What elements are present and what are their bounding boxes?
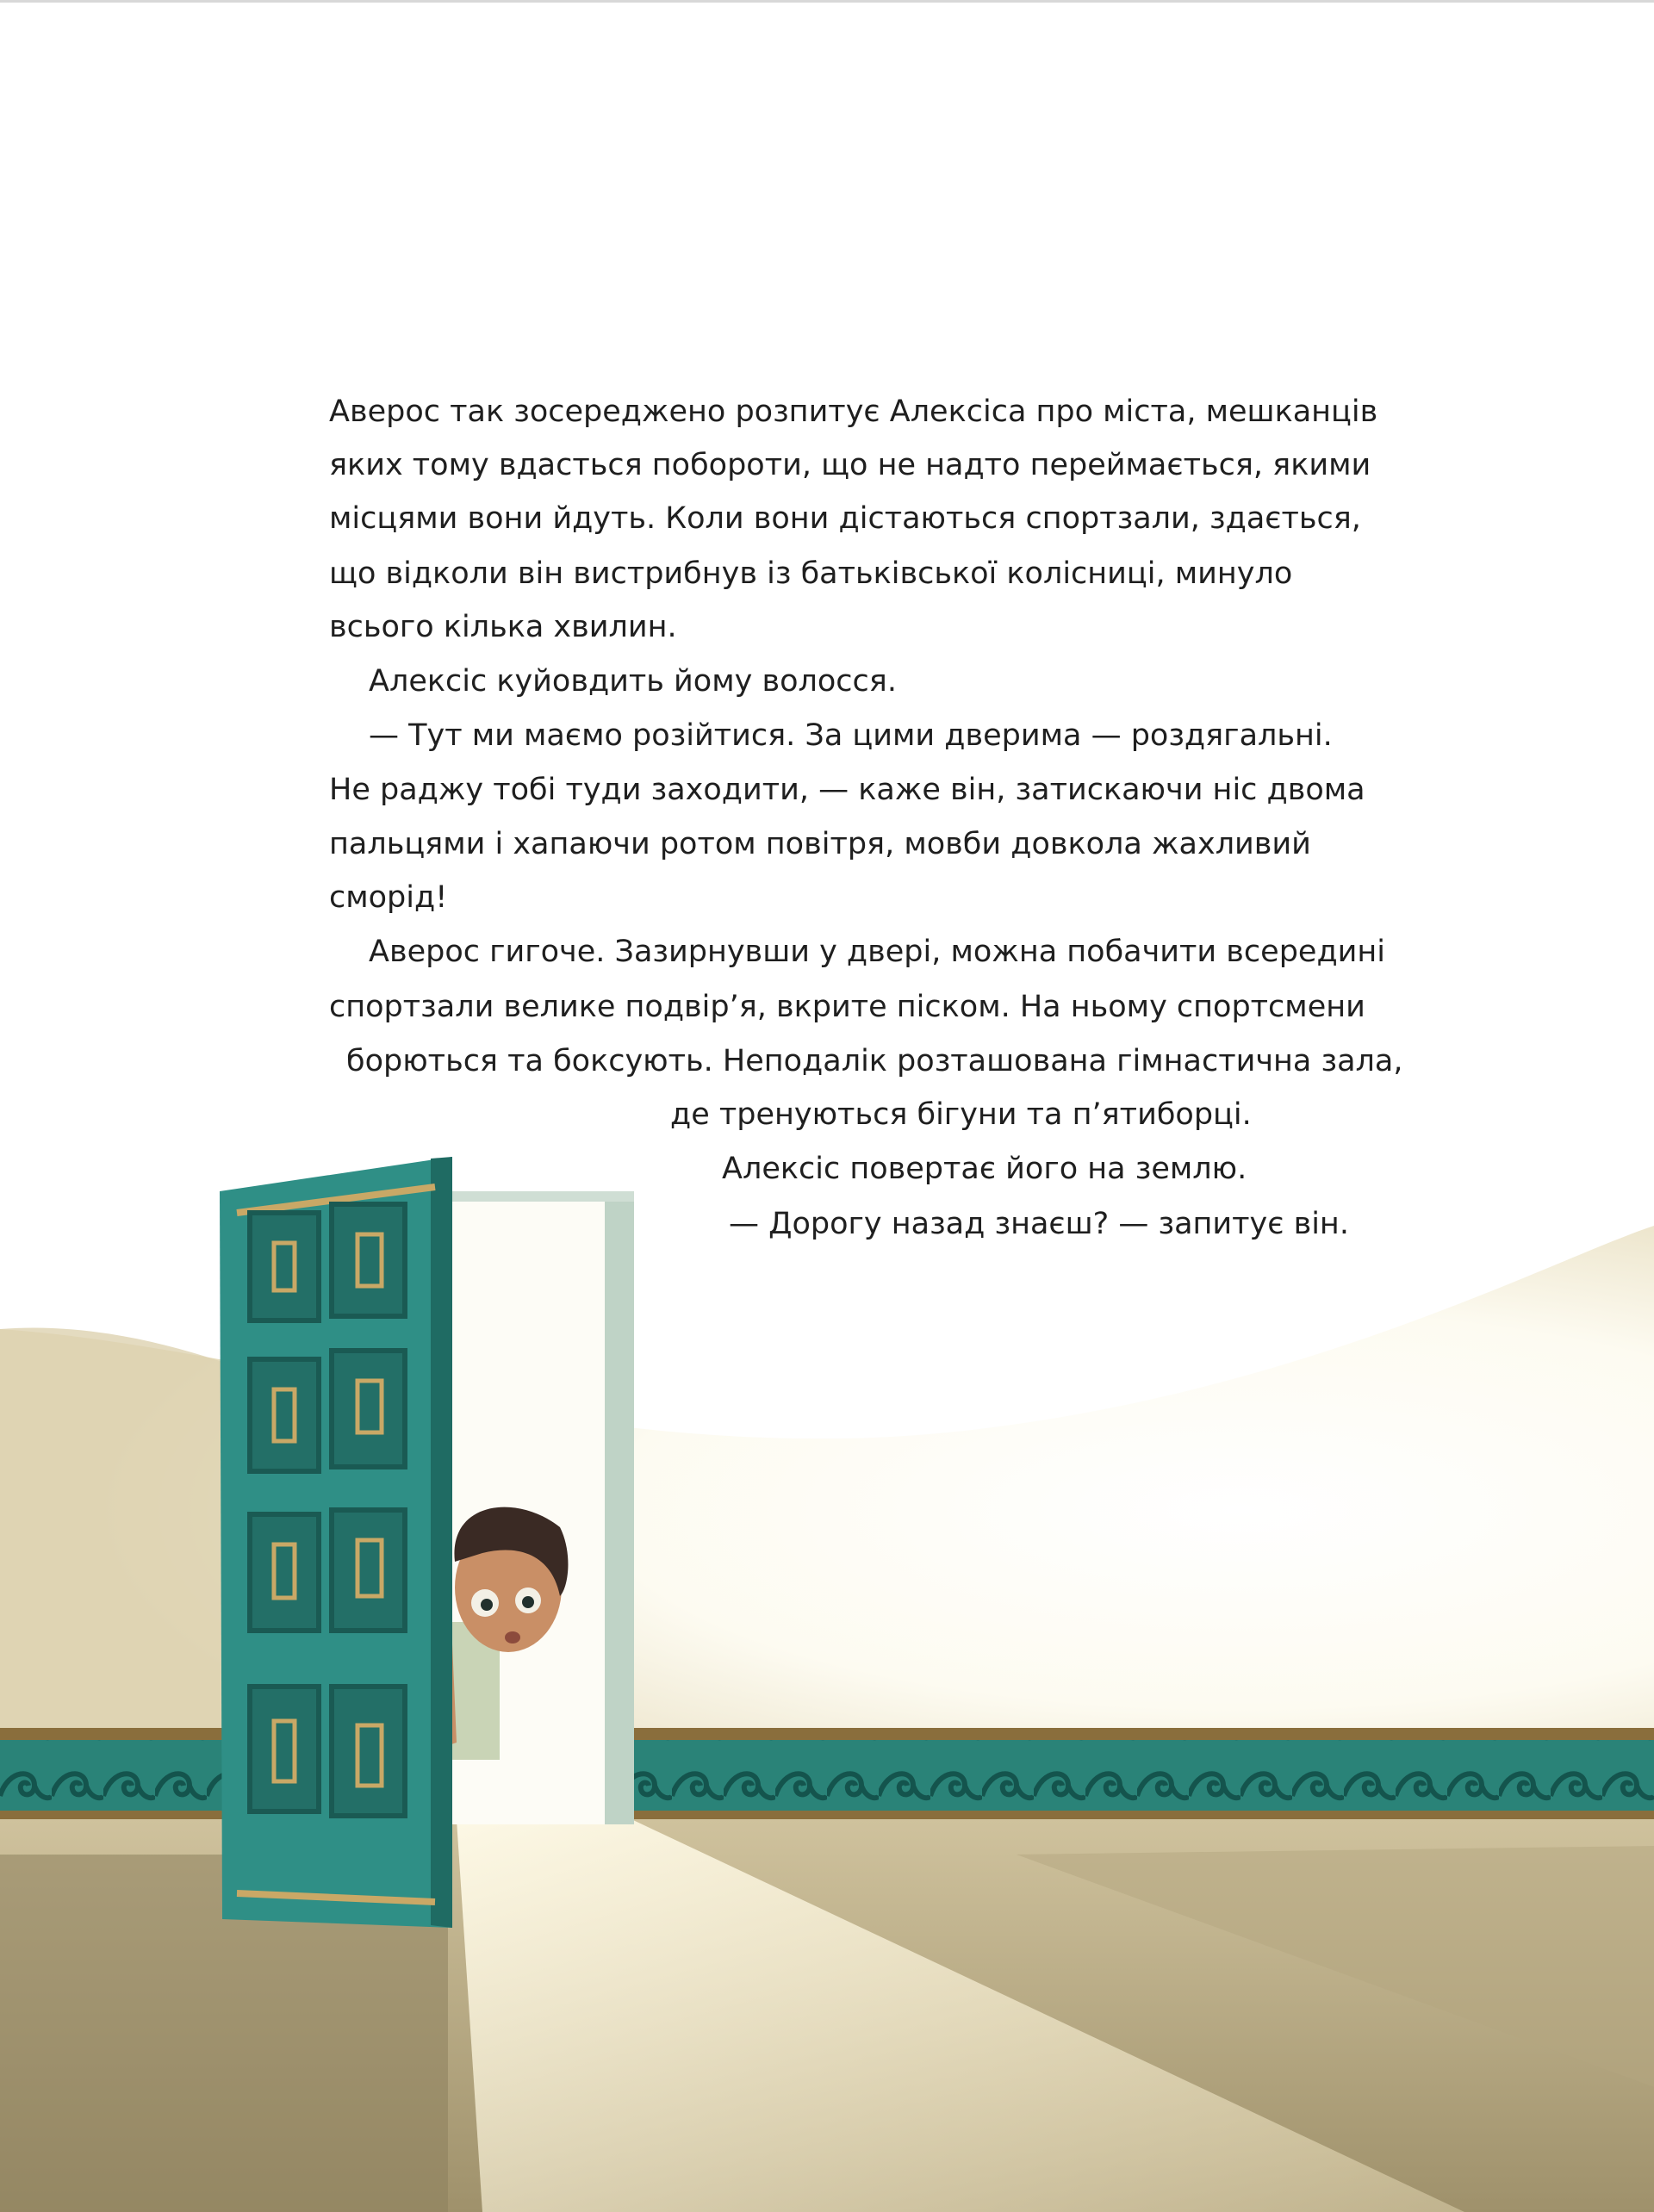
text-line: що відколи він вистрибнув із батьківської колісниці, минуло xyxy=(329,556,1293,591)
story-text xyxy=(0,3,1654,1295)
text-line: де тренуються бігуни та п’ятиборці. xyxy=(670,1097,1252,1132)
text-line: борються та боксують. Неподалік розташована гімнастична зала, xyxy=(346,1044,1403,1078)
text-line: Аверос гигоче. Зазирнувши у двері, можна побачити всередині xyxy=(369,935,1386,969)
text-line: сморід! xyxy=(329,880,448,915)
text-line: — Тут ми маємо розійтися. За цими дверима — роздягальні. xyxy=(369,718,1333,753)
text-line: пальцями і хапаючи ротом повітря, мовби довкола жахливий xyxy=(329,827,1311,861)
text-line: Алексіс повертає його на землю. xyxy=(722,1152,1247,1186)
text-line: — Дорогу назад знаєш? — запитує він. xyxy=(729,1207,1349,1241)
text-line: всього кілька хвилин. xyxy=(329,610,677,644)
text-line: місцями вони йдуть. Коли вони дістаються спортзали, здається, xyxy=(329,501,1361,536)
text-line: спортзали велике подвір’я, вкрите піском. На ньому спортсмени xyxy=(329,990,1365,1024)
text-line: Не раджу тобі туди заходити, — каже він, затискаючи ніс двома xyxy=(329,773,1365,807)
text-line: яких тому вдасться побороти, що не надто переймається, якими xyxy=(329,448,1371,482)
text-line: Аверос так зосереджено розпитує Алексіса про міста, мешканців xyxy=(329,395,1378,429)
text-line: Алексіс куйовдить йому волосся. xyxy=(369,664,897,699)
